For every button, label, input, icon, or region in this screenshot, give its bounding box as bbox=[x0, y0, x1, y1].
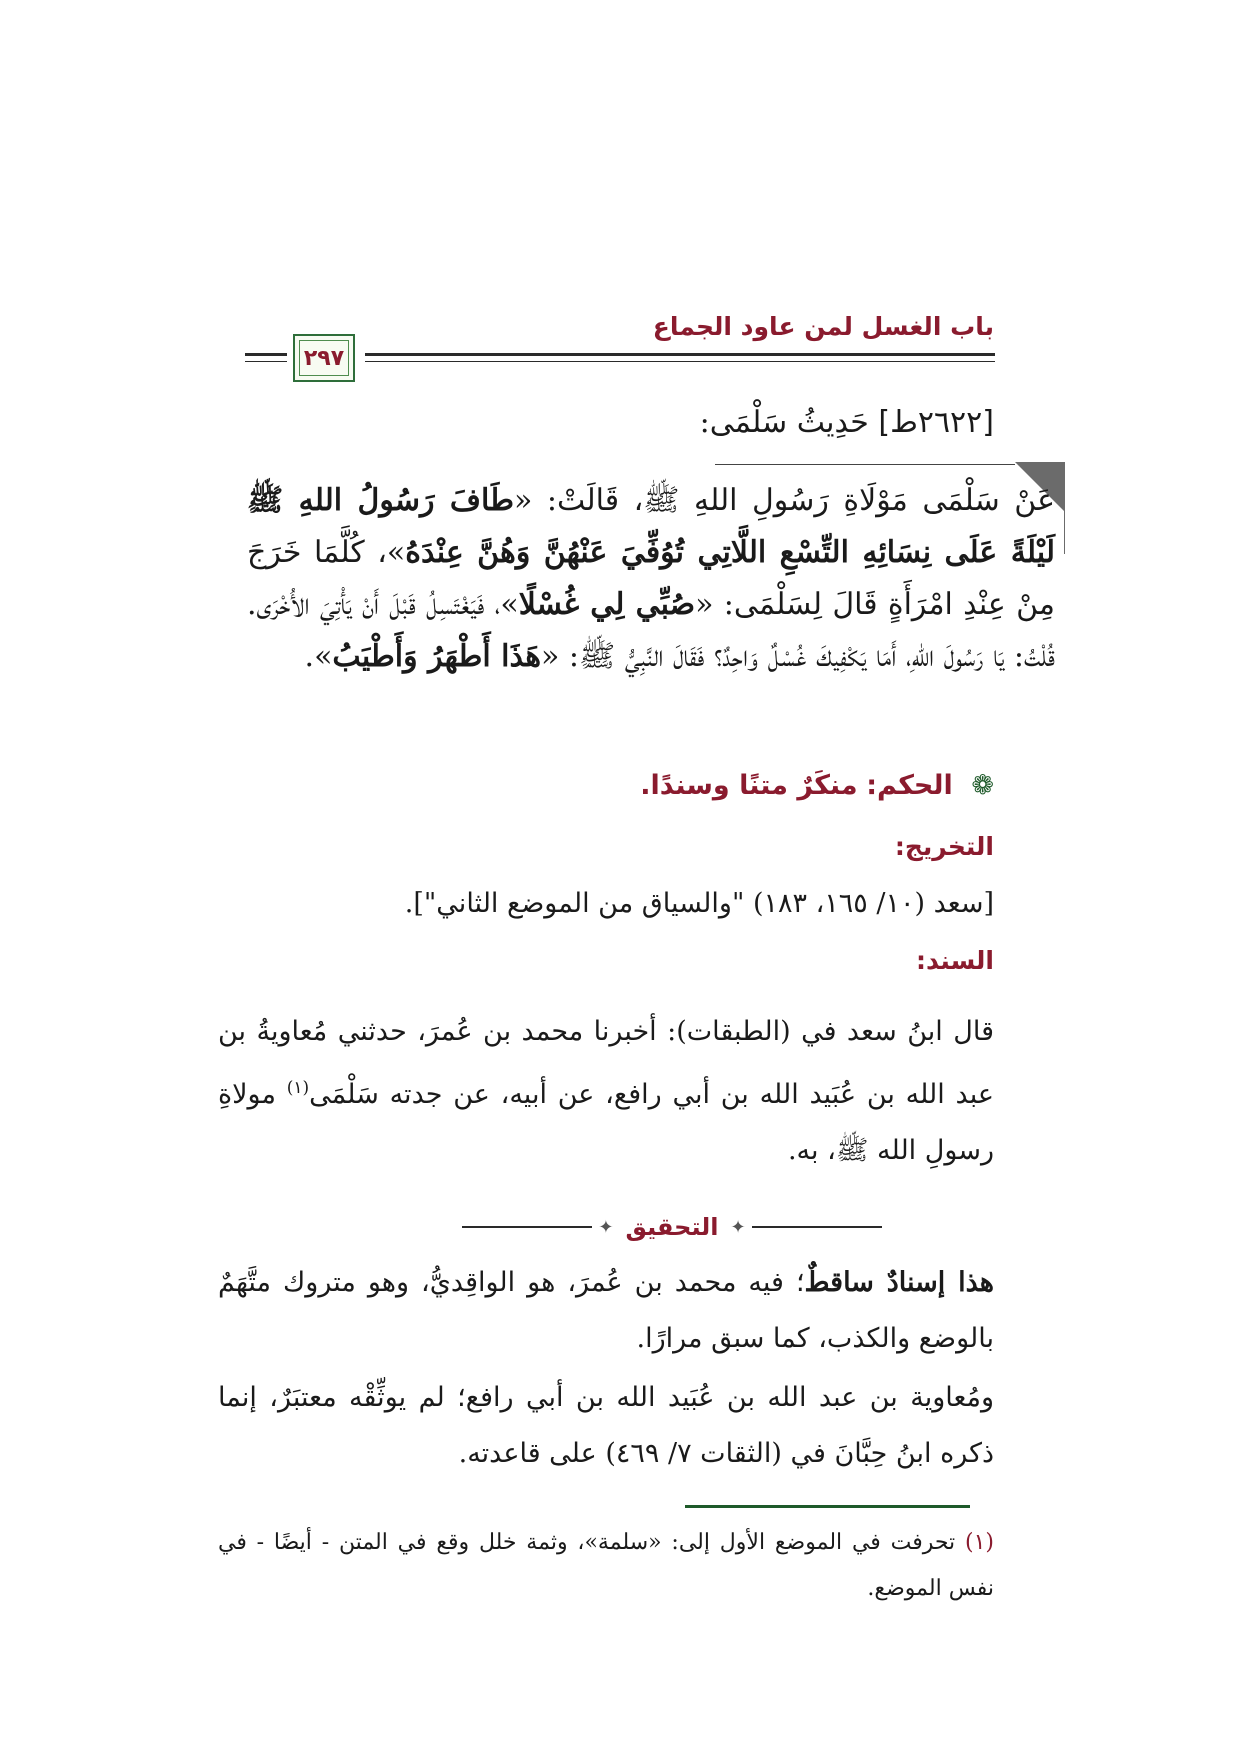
sanad-text bbox=[218, 1004, 994, 1179]
matn-text: »، كُلَّمَا خَرَجَ مِنْ عِنْدِ امْرَأَةٍ قَالَ لِسَلْمَى: « bbox=[247, 535, 1056, 622]
header-rule-left-thin bbox=[245, 361, 287, 362]
matn-text: ». bbox=[304, 639, 333, 674]
tahqiq-paragraph-1 bbox=[218, 1255, 994, 1367]
ruling-value: منكَرٌ متنًا وسندًا. bbox=[640, 770, 858, 801]
divider-bar bbox=[462, 1226, 592, 1228]
matn-text: عَنْ سَلْمَى مَوْلَاةِ رَسُولِ اللهِ ﷺ، قَالَتْ: « bbox=[514, 483, 1055, 518]
tahqiq-label: التحقيق bbox=[625, 1213, 719, 1241]
heading-rule bbox=[715, 464, 1015, 465]
tahqiq-text: ؛ فيه محمد بن عُمرَ، هو الواقِديُّ، وهو متروك متَّهَمٌ بالوضع والكذب، كما سبق مرارًا. bbox=[218, 1267, 994, 1354]
tahqiq-bold: هذا إسنادٌ ساقطٌ bbox=[804, 1267, 994, 1298]
matn-bold-text: طَافَ رَسُولُ اللهِ ﷺ لَيْلَةً عَلَى نِسَائِهِ التِّسْعِ اللَّاتِي تُوُفِّيَ عَنْهُنَّ وَهُنَّ عِنْدَهُ bbox=[247, 483, 1055, 570]
header-rule-right bbox=[365, 353, 995, 356]
sanad-text-part: مولاةِ رسولِ الله ﷺ، به. bbox=[218, 1079, 994, 1166]
hadith-matn bbox=[247, 475, 1055, 683]
divider-bar bbox=[752, 1226, 882, 1228]
corner-line bbox=[1064, 462, 1065, 554]
header-rule-left bbox=[245, 353, 287, 356]
footnote-marker[interactable]: (١) bbox=[286, 1078, 310, 1098]
footnote-number: (١) bbox=[964, 1530, 994, 1555]
tahqiq-paragraph-2: ومُعاوية بن عبد الله بن عُبَيد الله بن أبي رافع؛ لم يوثِّقْه معتبَرٌ، إنما ذكره ابنُ حِبَّانَ في (الثقات ٧/ ٤٦٩) على قاعدته. bbox=[218, 1382, 994, 1469]
sanad-label: السند: bbox=[915, 946, 994, 975]
sanad-text-part: قال ابنُ سعد في (الطبقات): أخبرنا محمد بن عُمرَ، حدثني مُعاويةُ بن عبد الله بن عُبَيد الله بن أبي رافع، عن أبيه، عن جدته سَلْمَى bbox=[218, 1016, 994, 1110]
flower-icon: ❁ bbox=[971, 770, 994, 801]
ruling-label: الحكم: bbox=[866, 770, 953, 801]
footnote-rule bbox=[685, 1505, 970, 1508]
takhrij-label: التخريج: bbox=[894, 832, 994, 861]
hadith-number: [٢٦٢٢ط] bbox=[878, 405, 994, 440]
footnote bbox=[218, 1520, 994, 1612]
page-number-badge bbox=[293, 334, 355, 382]
matn-bold-text: صُبِّي لِي غُسْلًا bbox=[518, 587, 696, 622]
ornament-icon: ✦ bbox=[598, 1216, 614, 1238]
footnote-text: تحرفت في الموضع الأول إلى: «سلمة»، وثمة خلل وقع في المتن - أيضًا - في نفس الموضع. bbox=[218, 1530, 994, 1601]
hadith-heading bbox=[700, 405, 994, 440]
page-number: ٢٩٧ bbox=[303, 345, 345, 371]
header-rule-right-thin bbox=[365, 361, 995, 362]
ornament-icon: ✦ bbox=[730, 1216, 746, 1238]
matn-bold-text: هَذَا أَطْهَرُ وَأَطْيَبُ bbox=[332, 639, 542, 674]
tahqiq-divider bbox=[462, 1212, 882, 1242]
matn-text: »، فَيَغْتَسِلُ قَبْلَ أَنْ يَأْتِيَ الأُخْرَى. قُلْتُ: يَا رَسُولَ اللهِ، أَمَا يَكْفِيكَ غُسْلٌ وَاحِدٌ؟ فَقَالَ النَّبِيُّ ﷺ: « bbox=[247, 587, 1055, 674]
chapter-title: باب الغسل لمن عاود الجماع bbox=[652, 312, 994, 341]
ruling-line bbox=[640, 770, 994, 801]
takhrij-body: [سعد (١٠/ ١٦٥، ١٨٣) "والسياق من الموضع الثاني"]. bbox=[404, 888, 994, 919]
hadith-title: حَدِيثُ سَلْمَى: bbox=[699, 405, 869, 440]
